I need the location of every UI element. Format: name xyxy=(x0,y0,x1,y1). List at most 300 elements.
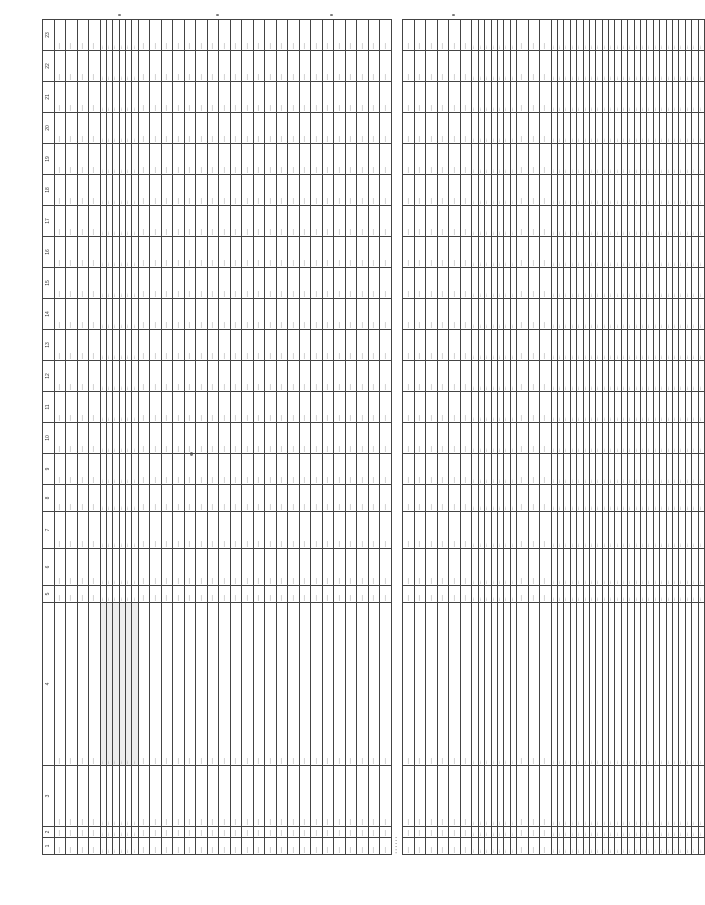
table-cell: ··· xyxy=(311,206,323,237)
column-number-cell: 14 xyxy=(43,299,55,330)
table-cell: ··· xyxy=(491,113,497,144)
table-cell: ··· xyxy=(113,20,119,51)
table-cell: ··· xyxy=(119,827,125,838)
table-cell: ··· xyxy=(673,330,679,361)
table-cell: ··· xyxy=(551,330,557,361)
table-cell: ··· xyxy=(698,361,704,392)
table-cell: ··· xyxy=(113,485,119,512)
table-cell: ··· xyxy=(414,423,426,454)
table-cell: ··· xyxy=(621,299,627,330)
table-cell: ··· xyxy=(673,82,679,113)
table-cell: ··· xyxy=(692,603,698,766)
table-cell: ··· xyxy=(615,586,621,603)
table-cell: ··· xyxy=(615,423,621,454)
table-cell: ··· xyxy=(551,175,557,206)
table-cell: ··· xyxy=(89,827,101,838)
table-cell: ··· xyxy=(357,766,369,827)
table-cell: ··· xyxy=(685,766,691,827)
table-cell: ··· xyxy=(345,586,357,603)
table-cell: ··· xyxy=(666,485,672,512)
table-cell: ··· xyxy=(570,485,576,512)
table-cell: ··· xyxy=(161,299,173,330)
table-row xyxy=(242,20,254,855)
table-cell: ··· xyxy=(100,454,106,485)
table-cell: ··· xyxy=(660,603,666,766)
table-cell: ··· xyxy=(89,423,101,454)
table-cell: ··· xyxy=(609,766,615,827)
table-cell: ··· xyxy=(368,512,380,549)
table-cell: ··· xyxy=(414,485,426,512)
table-cell: ··· xyxy=(100,20,106,51)
table-cell: ··· xyxy=(334,603,346,766)
table-cell: ··· xyxy=(437,144,449,175)
table-cell: ··· xyxy=(485,361,491,392)
table-cell: ··· xyxy=(551,485,557,512)
table-cell: ··· xyxy=(615,361,621,392)
table-cell: ··· xyxy=(666,766,672,827)
table-cell: ··· xyxy=(517,827,529,838)
table-cell: ··· xyxy=(437,512,449,549)
table-cell: ··· xyxy=(66,237,78,268)
table-cell: ··· xyxy=(449,330,461,361)
table-cell: ··· xyxy=(437,827,449,838)
table-cell: ··· xyxy=(609,144,615,175)
table-cell: ··· xyxy=(345,299,357,330)
table-cell: ··· xyxy=(540,299,552,330)
table-cell: ··· xyxy=(653,206,659,237)
table-cell: ··· xyxy=(207,827,219,838)
table-cell: ··· xyxy=(589,82,595,113)
table-cell: ··· xyxy=(557,485,563,512)
table-cell: ··· xyxy=(564,392,570,423)
table-cell: ··· xyxy=(113,361,119,392)
table-cell: ··· xyxy=(437,485,449,512)
table-cell: ··· xyxy=(583,603,589,766)
table-cell: ··· xyxy=(583,454,589,485)
table-cell: ··· xyxy=(380,51,392,82)
table-cell: ··· xyxy=(119,454,125,485)
table-cell: ··· xyxy=(345,51,357,82)
table-cell: ··· xyxy=(77,392,89,423)
table-cell: ··· xyxy=(653,82,659,113)
table-cell: ··· xyxy=(242,144,254,175)
table-cell: ··· xyxy=(368,206,380,237)
table-cell: ··· xyxy=(528,51,540,82)
table-cell: ··· xyxy=(100,361,106,392)
column-number-cell: 22 xyxy=(43,51,55,82)
table-cell: ··· xyxy=(460,549,472,586)
table-cell: ··· xyxy=(54,392,66,423)
table-cell: ··· xyxy=(679,175,685,206)
table-cell: ··· xyxy=(253,82,265,113)
table-cell: ··· xyxy=(660,766,666,827)
table-cell: ··· xyxy=(557,586,563,603)
table-cell: ··· xyxy=(138,549,150,586)
table-cell: ··· xyxy=(634,512,640,549)
table-cell: ··· xyxy=(653,549,659,586)
table-cell: ··· xyxy=(334,113,346,144)
table-cell: ··· xyxy=(589,175,595,206)
table-cell: ··· xyxy=(510,206,516,237)
table-cell: ··· xyxy=(219,549,231,586)
table-cell: ··· xyxy=(219,82,231,113)
table-cell: ··· xyxy=(641,51,647,82)
table-cell: ··· xyxy=(641,268,647,299)
table-cell: ··· xyxy=(77,330,89,361)
table-cell: ··· xyxy=(242,330,254,361)
table-cell: ··· xyxy=(660,268,666,299)
table-cell: ··· xyxy=(504,51,510,82)
table-cell: ··· xyxy=(357,586,369,603)
table-cell: ··· xyxy=(100,237,106,268)
table-cell: ··· xyxy=(126,423,132,454)
table-cell: ··· xyxy=(173,838,185,855)
table-cell: ··· xyxy=(119,838,125,855)
table-cell: ··· xyxy=(673,113,679,144)
table-cell: ··· xyxy=(403,82,415,113)
table-cell: ··· xyxy=(89,586,101,603)
table-cell: ··· xyxy=(497,237,503,268)
table-cell: ··· xyxy=(77,512,89,549)
table-cell: ··· xyxy=(161,549,173,586)
table-cell: ··· xyxy=(345,485,357,512)
table-cell: ··· xyxy=(615,113,621,144)
table-cell: ··· xyxy=(265,766,277,827)
table-cell: ··· xyxy=(641,766,647,827)
table-cell: ··· xyxy=(322,586,334,603)
table-cell: ··· xyxy=(77,113,89,144)
table-cell: ··· xyxy=(698,113,704,144)
table-row xyxy=(276,20,288,855)
table-cell: ··· xyxy=(472,330,478,361)
table-cell: ··· xyxy=(357,268,369,299)
table-cell: ··· xyxy=(288,512,300,549)
table-cell: ··· xyxy=(138,330,150,361)
table-cell: ··· xyxy=(551,361,557,392)
table-cell: ··· xyxy=(288,838,300,855)
table-cell: ··· xyxy=(497,392,503,423)
table-cell: ··· xyxy=(472,237,478,268)
table-cell: ··· xyxy=(679,51,685,82)
table-cell: ··· xyxy=(77,144,89,175)
table-cell: ··· xyxy=(647,175,653,206)
table-cell: ··· xyxy=(132,175,138,206)
table-cell: ··· xyxy=(528,20,540,51)
table-row xyxy=(161,20,173,855)
table-cell: ··· xyxy=(540,237,552,268)
table-cell: ··· xyxy=(472,51,478,82)
table-cell: ··· xyxy=(602,423,608,454)
table-row xyxy=(403,20,415,855)
table-cell: ··· xyxy=(510,20,516,51)
table-cell: ··· xyxy=(54,549,66,586)
table-cell: ··· xyxy=(132,454,138,485)
table-cell: ··· xyxy=(276,268,288,299)
table-cell: ··· xyxy=(504,512,510,549)
table-cell: ··· xyxy=(596,82,602,113)
table-cell: ··· xyxy=(540,361,552,392)
table-cell: ··· xyxy=(414,113,426,144)
table-cell: ··· xyxy=(253,175,265,206)
table-cell: ··· xyxy=(126,549,132,586)
table-cell: ··· xyxy=(570,361,576,392)
table-cell: ··· xyxy=(698,766,704,827)
table-cell: ··· xyxy=(609,603,615,766)
table-cell: ··· xyxy=(100,603,106,766)
table-cell: ··· xyxy=(517,485,529,512)
table-cell: ··· xyxy=(77,299,89,330)
table-cell: ··· xyxy=(596,454,602,485)
table-cell: ··· xyxy=(577,330,583,361)
table-cell: ··· xyxy=(161,20,173,51)
table-cell: ··· xyxy=(89,206,101,237)
table-cell: ··· xyxy=(679,206,685,237)
table-cell: ··· xyxy=(510,603,516,766)
table-cell: ··· xyxy=(219,603,231,766)
table-cell: ··· xyxy=(184,512,196,549)
table-cell: ··· xyxy=(557,144,563,175)
table-cell: ··· xyxy=(334,268,346,299)
table-cell: ··· xyxy=(437,113,449,144)
table-cell: ··· xyxy=(173,766,185,827)
table-cell: ··· xyxy=(345,268,357,299)
table-cell: ··· xyxy=(132,82,138,113)
table-cell: ··· xyxy=(403,144,415,175)
table-cell: ··· xyxy=(106,827,112,838)
table-cell: ··· xyxy=(299,603,311,766)
table-cell: ··· xyxy=(577,144,583,175)
table-cell: ··· xyxy=(641,206,647,237)
table-cell: ··· xyxy=(106,512,112,549)
table-cell: ··· xyxy=(583,512,589,549)
table-cell: ··· xyxy=(334,392,346,423)
table-cell: ··· xyxy=(485,268,491,299)
table-cell: ··· xyxy=(583,586,589,603)
table-cell: ··· xyxy=(253,586,265,603)
table-cell: ··· xyxy=(679,766,685,827)
table-cell: ··· xyxy=(184,423,196,454)
table-cell: ··· xyxy=(219,20,231,51)
table-cell: ··· xyxy=(299,361,311,392)
table-cell: ··· xyxy=(184,485,196,512)
document-sheet xyxy=(42,32,703,855)
table-cell: ··· xyxy=(196,20,208,51)
table-cell: ··· xyxy=(528,113,540,144)
table-cell: ··· xyxy=(564,512,570,549)
table-cell: ··· xyxy=(54,512,66,549)
table-cell: ··· xyxy=(685,175,691,206)
table-cell: ··· xyxy=(66,330,78,361)
table-cell: ··· xyxy=(265,586,277,603)
table-row xyxy=(288,20,300,855)
scan-speck-4 xyxy=(452,14,455,16)
table-cell: ··· xyxy=(679,454,685,485)
table-cell: ··· xyxy=(426,485,438,512)
table-cell: ··· xyxy=(517,330,529,361)
table-cell: ··· xyxy=(577,485,583,512)
table-cell: ··· xyxy=(528,454,540,485)
table-cell: ··· xyxy=(685,268,691,299)
table-cell: ··· xyxy=(653,423,659,454)
table-cell: ··· xyxy=(647,299,653,330)
table-cell: ··· xyxy=(551,827,557,838)
table-cell: ··· xyxy=(138,175,150,206)
table-cell: ··· xyxy=(609,827,615,838)
table-cell: ··· xyxy=(641,454,647,485)
table-cell: ··· xyxy=(666,549,672,586)
table-cell: ··· xyxy=(288,766,300,827)
scan-speck-1 xyxy=(118,14,121,16)
table-cell: ··· xyxy=(54,838,66,855)
table-cell: ··· xyxy=(106,20,112,51)
table-cell: ··· xyxy=(577,549,583,586)
table-cell: ··· xyxy=(89,82,101,113)
table-cell: ··· xyxy=(150,206,162,237)
table-cell: ··· xyxy=(184,454,196,485)
table-cell: ··· xyxy=(89,144,101,175)
table-cell: ··· xyxy=(564,330,570,361)
table-cell: ··· xyxy=(504,237,510,268)
table-cell: ··· xyxy=(357,454,369,485)
table-row xyxy=(322,20,334,855)
table-cell: ··· xyxy=(557,603,563,766)
table-cell: ··· xyxy=(540,144,552,175)
table-cell: ··· xyxy=(504,827,510,838)
table-cell: ··· xyxy=(570,392,576,423)
table-cell: ··· xyxy=(517,51,529,82)
table-cell: ··· xyxy=(609,361,615,392)
table-cell: ··· xyxy=(380,838,392,855)
table-cell: ··· xyxy=(437,268,449,299)
table-cell: ··· xyxy=(449,392,461,423)
table-cell: ··· xyxy=(242,237,254,268)
table-cell: ··· xyxy=(66,268,78,299)
table-cell: ··· xyxy=(230,586,242,603)
table-cell: ··· xyxy=(265,175,277,206)
table-cell: ··· xyxy=(497,330,503,361)
table-cell: ··· xyxy=(54,485,66,512)
table-cell: ··· xyxy=(426,512,438,549)
table-cell: ··· xyxy=(230,512,242,549)
table-cell: ··· xyxy=(557,299,563,330)
table-cell: ··· xyxy=(449,20,461,51)
table-cell: ··· xyxy=(173,113,185,144)
table-cell: ··· xyxy=(692,392,698,423)
table-cell: ··· xyxy=(414,330,426,361)
table-cell: ··· xyxy=(357,827,369,838)
table-cell: ··· xyxy=(230,423,242,454)
table-cell: ··· xyxy=(478,586,484,603)
table-cell: ··· xyxy=(460,423,472,454)
table-cell: ··· xyxy=(478,454,484,485)
table-cell: ··· xyxy=(380,512,392,549)
table-cell: ··· xyxy=(491,603,497,766)
table-cell: ··· xyxy=(583,237,589,268)
table-cell: ··· xyxy=(485,299,491,330)
table-cell: ··· xyxy=(485,237,491,268)
table-cell: ··· xyxy=(564,454,570,485)
table-cell: ··· xyxy=(564,549,570,586)
table-cell: ··· xyxy=(615,82,621,113)
table-cell: ··· xyxy=(207,586,219,603)
table-cell: ··· xyxy=(161,51,173,82)
table-cell: ··· xyxy=(66,299,78,330)
table-cell: ··· xyxy=(557,827,563,838)
table-cell: ··· xyxy=(138,512,150,549)
table-cell: ··· xyxy=(517,268,529,299)
table-cell: ··· xyxy=(119,423,125,454)
table-cell: ··· xyxy=(89,330,101,361)
table-cell: ··· xyxy=(380,20,392,51)
table-cell: ··· xyxy=(150,113,162,144)
table-cell: ··· xyxy=(460,361,472,392)
table-cell: ··· xyxy=(437,206,449,237)
table-cell: ··· xyxy=(253,454,265,485)
table-cell: ··· xyxy=(485,330,491,361)
table-cell: ··· xyxy=(345,237,357,268)
table-cell: ··· xyxy=(528,206,540,237)
table-cell: ··· xyxy=(161,454,173,485)
table-cell: ··· xyxy=(276,20,288,51)
table-cell: ··· xyxy=(219,237,231,268)
table-cell: ··· xyxy=(673,144,679,175)
table-cell: ··· xyxy=(100,175,106,206)
table-cell: ··· xyxy=(570,206,576,237)
table-cell: ··· xyxy=(577,586,583,603)
rotated-table-wrapper xyxy=(42,32,703,855)
table-cell: ··· xyxy=(692,766,698,827)
table-cell: ··· xyxy=(583,299,589,330)
table-cell: ··· xyxy=(414,512,426,549)
table-cell: ··· xyxy=(311,827,323,838)
table-cell: ··· xyxy=(491,392,497,423)
table-cell: ··· xyxy=(380,175,392,206)
table-cell: ··· xyxy=(528,512,540,549)
table-row xyxy=(517,20,529,855)
table-cell: ··· xyxy=(557,175,563,206)
table-cell: ··· xyxy=(641,175,647,206)
table-cell: ··· xyxy=(113,268,119,299)
table-cell: ··· xyxy=(666,51,672,82)
table-cell: ··· xyxy=(311,586,323,603)
table-cell: ··· xyxy=(437,299,449,330)
table-cell: ··· xyxy=(596,237,602,268)
table-cell: ··· xyxy=(299,82,311,113)
table-cell: ··· xyxy=(126,603,132,766)
table-cell: ··· xyxy=(517,512,529,549)
table-cell: ··· xyxy=(528,485,540,512)
table-cell: ··· xyxy=(207,485,219,512)
table-cell: ··· xyxy=(100,512,106,549)
table-cell: ··· xyxy=(219,512,231,549)
table-cell: ··· xyxy=(673,827,679,838)
table-cell: ··· xyxy=(517,838,529,855)
table-cell: ··· xyxy=(564,423,570,454)
table-cell: ··· xyxy=(504,392,510,423)
table-cell: ··· xyxy=(653,237,659,268)
table-cell: ··· xyxy=(207,549,219,586)
table-cell: ··· xyxy=(345,454,357,485)
table-cell: ··· xyxy=(634,175,640,206)
column-number-cell: 17 xyxy=(43,206,55,237)
table-cell: ··· xyxy=(299,485,311,512)
table-cell: ··· xyxy=(634,299,640,330)
table-cell: ··· xyxy=(426,827,438,838)
table-cell: ··· xyxy=(472,299,478,330)
table-cell: ··· xyxy=(437,454,449,485)
table-cell: ··· xyxy=(150,299,162,330)
table-cell: ··· xyxy=(207,113,219,144)
